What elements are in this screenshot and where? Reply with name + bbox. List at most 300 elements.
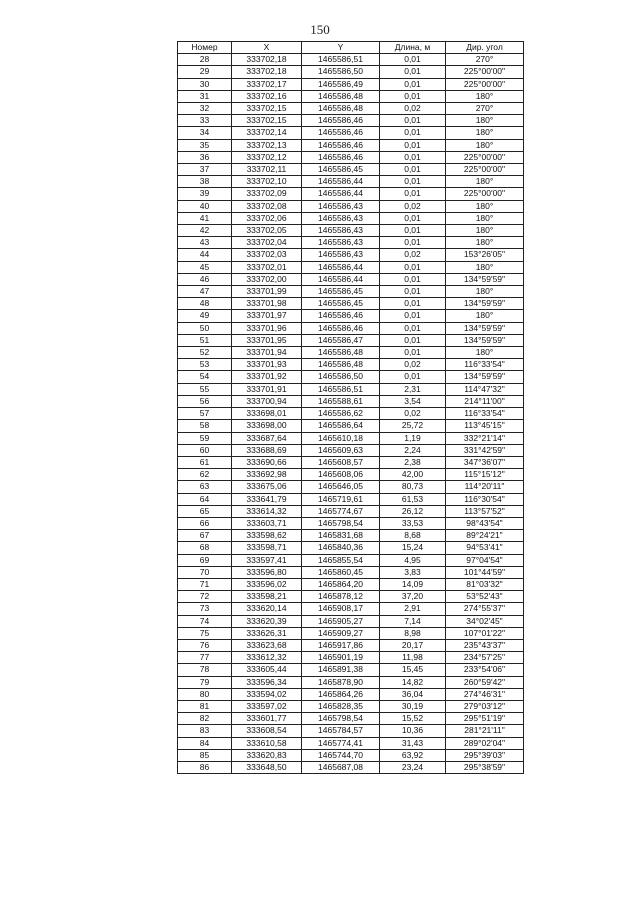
table-row <box>178 90 524 102</box>
cell-x: 333701,93 <box>232 359 302 371</box>
cell-length: 0,01 <box>380 298 446 310</box>
cell-y: 1465586,51 <box>302 54 380 66</box>
cell-length: 14,09 <box>380 578 446 590</box>
cell-length: 0,01 <box>380 176 446 188</box>
cell-direction-angle: 214°11'00" <box>446 395 524 407</box>
cell-direction-angle: 180° <box>446 261 524 273</box>
cell-number: 81 <box>178 700 232 712</box>
table-row <box>178 505 524 517</box>
cell-number: 38 <box>178 176 232 188</box>
cell-number: 77 <box>178 652 232 664</box>
cell-x: 333702,14 <box>232 127 302 139</box>
cell-number: 53 <box>178 359 232 371</box>
cell-number: 56 <box>178 395 232 407</box>
cell-direction-angle: 180° <box>446 176 524 188</box>
table-row <box>178 530 524 542</box>
cell-direction-angle: 180° <box>446 115 524 127</box>
cell-y: 1465687,08 <box>302 761 380 773</box>
table-row <box>178 371 524 383</box>
cell-number: 50 <box>178 322 232 334</box>
cell-number: 66 <box>178 517 232 529</box>
cell-y: 1465586,48 <box>302 347 380 359</box>
cell-x: 333610,58 <box>232 737 302 749</box>
cell-length: 10,36 <box>380 725 446 737</box>
cell-x: 333702,03 <box>232 249 302 261</box>
cell-y: 1465909,27 <box>302 627 380 639</box>
cell-x: 333594,02 <box>232 688 302 700</box>
cell-length: 0,01 <box>380 237 446 249</box>
cell-number: 58 <box>178 420 232 432</box>
cell-length: 15,52 <box>380 713 446 725</box>
table-header-row <box>178 42 524 54</box>
table-row <box>178 322 524 334</box>
cell-y: 1465610,18 <box>302 432 380 444</box>
cell-number: 34 <box>178 127 232 139</box>
cell-direction-angle: 180° <box>446 286 524 298</box>
table-row <box>178 517 524 529</box>
cell-x: 333620,39 <box>232 615 302 627</box>
cell-length: 30,19 <box>380 700 446 712</box>
cell-length: 23,24 <box>380 761 446 773</box>
table-body <box>178 54 524 774</box>
cell-length: 0,01 <box>380 347 446 359</box>
cell-y: 1465586,43 <box>302 249 380 261</box>
table-row <box>178 725 524 737</box>
cell-length: 0,01 <box>380 261 446 273</box>
cell-y: 1465774,67 <box>302 505 380 517</box>
cell-number: 28 <box>178 54 232 66</box>
cell-number: 57 <box>178 408 232 420</box>
cell-direction-angle: 101°44'59" <box>446 566 524 578</box>
cell-number: 79 <box>178 676 232 688</box>
cell-length: 7,14 <box>380 615 446 627</box>
cell-x: 333641,79 <box>232 493 302 505</box>
cell-x: 333702,12 <box>232 151 302 163</box>
cell-direction-angle: 134°59'59" <box>446 273 524 285</box>
cell-x: 333702,05 <box>232 225 302 237</box>
cell-length: 0,01 <box>380 90 446 102</box>
cell-x: 333702,15 <box>232 115 302 127</box>
cell-direction-angle: 180° <box>446 90 524 102</box>
cell-x: 333701,94 <box>232 347 302 359</box>
cell-x: 333614,32 <box>232 505 302 517</box>
header-x: X <box>232 42 302 54</box>
cell-length: 0,01 <box>380 78 446 90</box>
cell-direction-angle: 295°38'59" <box>446 761 524 773</box>
cell-direction-angle: 270° <box>446 54 524 66</box>
cell-number: 36 <box>178 151 232 163</box>
cell-length: 26,12 <box>380 505 446 517</box>
cell-y: 1465586,45 <box>302 164 380 176</box>
cell-y: 1465586,44 <box>302 188 380 200</box>
cell-x: 333608,54 <box>232 725 302 737</box>
table-row <box>178 188 524 200</box>
cell-x: 333598,21 <box>232 591 302 603</box>
table-row <box>178 310 524 322</box>
cell-length: 15,24 <box>380 542 446 554</box>
cell-direction-angle: 153°26'05" <box>446 249 524 261</box>
cell-number: 78 <box>178 664 232 676</box>
table-row <box>178 127 524 139</box>
cell-length: 33,53 <box>380 517 446 529</box>
cell-length: 0,01 <box>380 273 446 285</box>
cell-number: 48 <box>178 298 232 310</box>
cell-number: 65 <box>178 505 232 517</box>
cell-direction-angle: 53°52'43" <box>446 591 524 603</box>
table-row <box>178 176 524 188</box>
cell-length: 0,01 <box>380 310 446 322</box>
cell-y: 1465905,27 <box>302 615 380 627</box>
cell-x: 333601,77 <box>232 713 302 725</box>
cell-direction-angle: 180° <box>446 310 524 322</box>
cell-y: 1465864,26 <box>302 688 380 700</box>
cell-length: 0,02 <box>380 103 446 115</box>
cell-y: 1465586,46 <box>302 151 380 163</box>
cell-y: 1465586,48 <box>302 103 380 115</box>
cell-number: 82 <box>178 713 232 725</box>
cell-x: 333702,17 <box>232 78 302 90</box>
cell-x: 333692,98 <box>232 469 302 481</box>
cell-direction-angle: 180° <box>446 200 524 212</box>
cell-y: 1465586,46 <box>302 139 380 151</box>
cell-x: 333605,44 <box>232 664 302 676</box>
cell-y: 1465855,54 <box>302 554 380 566</box>
table-row <box>178 493 524 505</box>
cell-number: 43 <box>178 237 232 249</box>
cell-length: 0,01 <box>380 225 446 237</box>
table-row <box>178 298 524 310</box>
cell-x: 333620,83 <box>232 749 302 761</box>
cell-number: 49 <box>178 310 232 322</box>
cell-y: 1465586,43 <box>302 237 380 249</box>
cell-length: 0,01 <box>380 54 446 66</box>
cell-number: 51 <box>178 334 232 346</box>
table-row <box>178 481 524 493</box>
cell-y: 1465586,46 <box>302 310 380 322</box>
cell-length: 2,38 <box>380 456 446 468</box>
cell-y: 1465878,90 <box>302 676 380 688</box>
cell-x: 333702,16 <box>232 90 302 102</box>
cell-direction-angle: 233°54'06" <box>446 664 524 676</box>
cell-length: 2,31 <box>380 383 446 395</box>
cell-length: 8,68 <box>380 530 446 542</box>
cell-direction-angle: 116°30'54" <box>446 493 524 505</box>
cell-y: 1465588,61 <box>302 395 380 407</box>
cell-number: 32 <box>178 103 232 115</box>
cell-number: 68 <box>178 542 232 554</box>
cell-direction-angle: 134°59'59" <box>446 298 524 310</box>
cell-x: 333596,34 <box>232 676 302 688</box>
cell-y: 1465908,17 <box>302 603 380 615</box>
table-row <box>178 566 524 578</box>
cell-direction-angle: 225°00'00" <box>446 66 524 78</box>
cell-direction-angle: 234°57'25" <box>446 652 524 664</box>
table-row <box>178 212 524 224</box>
cell-length: 0,01 <box>380 188 446 200</box>
cell-number: 59 <box>178 432 232 444</box>
cell-x: 333702,04 <box>232 237 302 249</box>
cell-length: 20,17 <box>380 639 446 651</box>
cell-direction-angle: 225°00'00" <box>446 188 524 200</box>
cell-number: 85 <box>178 749 232 761</box>
cell-x: 333702,09 <box>232 188 302 200</box>
cell-length: 4,95 <box>380 554 446 566</box>
cell-length: 3,83 <box>380 566 446 578</box>
table-row <box>178 273 524 285</box>
cell-x: 333702,01 <box>232 261 302 273</box>
table-row <box>178 66 524 78</box>
cell-direction-angle: 89°24'21" <box>446 530 524 542</box>
cell-number: 61 <box>178 456 232 468</box>
table-row <box>178 383 524 395</box>
cell-number: 55 <box>178 383 232 395</box>
cell-y: 1465586,48 <box>302 359 380 371</box>
cell-x: 333700,94 <box>232 395 302 407</box>
cell-x: 333702,15 <box>232 103 302 115</box>
cell-length: 0,01 <box>380 286 446 298</box>
cell-x: 333702,08 <box>232 200 302 212</box>
cell-x: 333596,02 <box>232 578 302 590</box>
cell-length: 42,00 <box>380 469 446 481</box>
table-row <box>178 713 524 725</box>
table-row <box>178 420 524 432</box>
table-row <box>178 359 524 371</box>
cell-y: 1465586,46 <box>302 322 380 334</box>
cell-direction-angle: 116°33'54" <box>446 408 524 420</box>
cell-direction-angle: 116°33'54" <box>446 359 524 371</box>
cell-y: 1465744,70 <box>302 749 380 761</box>
cell-direction-angle: 180° <box>446 347 524 359</box>
cell-length: 15,45 <box>380 664 446 676</box>
cell-number: 47 <box>178 286 232 298</box>
cell-direction-angle: 114°47'32" <box>446 383 524 395</box>
cell-y: 1465586,44 <box>302 273 380 285</box>
table-row <box>178 347 524 359</box>
table-row <box>178 627 524 639</box>
cell-direction-angle: 94°53'41" <box>446 542 524 554</box>
cell-x: 333701,98 <box>232 298 302 310</box>
header-length: Длина, м <box>380 42 446 54</box>
cell-number: 54 <box>178 371 232 383</box>
cell-direction-angle: 235°43'37" <box>446 639 524 651</box>
table-row <box>178 676 524 688</box>
cell-direction-angle: 331°42'59" <box>446 444 524 456</box>
header-number: Номер <box>178 42 232 54</box>
table-row <box>178 139 524 151</box>
cell-length: 2,24 <box>380 444 446 456</box>
cell-direction-angle: 115°15'12" <box>446 469 524 481</box>
cell-direction-angle: 134°59'59" <box>446 334 524 346</box>
cell-number: 37 <box>178 164 232 176</box>
cell-number: 33 <box>178 115 232 127</box>
cell-direction-angle: 113°57'52" <box>446 505 524 517</box>
header-direction-angle: Дир. угол <box>446 42 524 54</box>
table-row <box>178 444 524 456</box>
cell-number: 72 <box>178 591 232 603</box>
table-row <box>178 469 524 481</box>
cell-number: 73 <box>178 603 232 615</box>
cell-number: 80 <box>178 688 232 700</box>
cell-number: 71 <box>178 578 232 590</box>
cell-number: 83 <box>178 725 232 737</box>
cell-direction-angle: 180° <box>446 212 524 224</box>
cell-direction-angle: 98°43'54" <box>446 517 524 529</box>
cell-length: 8,98 <box>380 627 446 639</box>
cell-y: 1465586,43 <box>302 225 380 237</box>
cell-y: 1465831,68 <box>302 530 380 542</box>
cell-y: 1465840,36 <box>302 542 380 554</box>
table-row <box>178 249 524 261</box>
cell-number: 44 <box>178 249 232 261</box>
cell-y: 1465586,50 <box>302 371 380 383</box>
table-row <box>178 554 524 566</box>
cell-number: 70 <box>178 566 232 578</box>
cell-direction-angle: 107°01'22" <box>446 627 524 639</box>
cell-length: 2,91 <box>380 603 446 615</box>
table-row <box>178 261 524 273</box>
cell-length: 25,72 <box>380 420 446 432</box>
cell-number: 31 <box>178 90 232 102</box>
cell-direction-angle: 34°02'45" <box>446 615 524 627</box>
cell-y: 1465798,54 <box>302 517 380 529</box>
cell-y: 1465646,05 <box>302 481 380 493</box>
table-row <box>178 334 524 346</box>
cell-x: 333702,18 <box>232 54 302 66</box>
cell-direction-angle: 281°21'11" <box>446 725 524 737</box>
cell-direction-angle: 274°46'31" <box>446 688 524 700</box>
cell-y: 1465586,46 <box>302 115 380 127</box>
cell-y: 1465586,62 <box>302 408 380 420</box>
table-row <box>178 578 524 590</box>
cell-x: 333702,00 <box>232 273 302 285</box>
cell-number: 35 <box>178 139 232 151</box>
cell-number: 41 <box>178 212 232 224</box>
cell-length: 0,01 <box>380 127 446 139</box>
cell-y: 1465784,57 <box>302 725 380 737</box>
cell-number: 60 <box>178 444 232 456</box>
table-row <box>178 54 524 66</box>
cell-number: 67 <box>178 530 232 542</box>
cell-number: 63 <box>178 481 232 493</box>
cell-direction-angle: 180° <box>446 139 524 151</box>
cell-direction-angle: 260°59'42" <box>446 676 524 688</box>
cell-x: 333597,41 <box>232 554 302 566</box>
cell-length: 0,01 <box>380 115 446 127</box>
cell-x: 333698,00 <box>232 420 302 432</box>
table-row <box>178 688 524 700</box>
cell-x: 333701,99 <box>232 286 302 298</box>
cell-length: 0,01 <box>380 66 446 78</box>
cell-length: 0,01 <box>380 322 446 334</box>
table-row <box>178 639 524 651</box>
cell-x: 333688,69 <box>232 444 302 456</box>
cell-x: 333702,11 <box>232 164 302 176</box>
cell-x: 333701,92 <box>232 371 302 383</box>
cell-x: 333648,50 <box>232 761 302 773</box>
table-row <box>178 615 524 627</box>
table-row <box>178 115 524 127</box>
cell-y: 1465917,86 <box>302 639 380 651</box>
cell-x: 333612,32 <box>232 652 302 664</box>
cell-y: 1465586,44 <box>302 261 380 273</box>
cell-x: 333701,91 <box>232 383 302 395</box>
cell-length: 36,04 <box>380 688 446 700</box>
cell-y: 1465586,47 <box>302 334 380 346</box>
table-row <box>178 78 524 90</box>
cell-direction-angle: 180° <box>446 237 524 249</box>
cell-y: 1465586,43 <box>302 212 380 224</box>
cell-direction-angle: 113°45'15" <box>446 420 524 432</box>
cell-y: 1465864,20 <box>302 578 380 590</box>
cell-x: 333702,10 <box>232 176 302 188</box>
cell-number: 29 <box>178 66 232 78</box>
cell-length: 0,02 <box>380 408 446 420</box>
cell-y: 1465586,46 <box>302 127 380 139</box>
table-row <box>178 408 524 420</box>
cell-length: 63,92 <box>380 749 446 761</box>
cell-y: 1465586,45 <box>302 286 380 298</box>
table-row <box>178 749 524 761</box>
cell-length: 80,73 <box>380 481 446 493</box>
cell-direction-angle: 225°00'00" <box>446 164 524 176</box>
cell-x: 333675,06 <box>232 481 302 493</box>
cell-direction-angle: 347°36'07" <box>446 456 524 468</box>
table-row <box>178 432 524 444</box>
cell-number: 40 <box>178 200 232 212</box>
cell-y: 1465608,06 <box>302 469 380 481</box>
cell-y: 1465586,51 <box>302 383 380 395</box>
cell-length: 0,02 <box>380 249 446 261</box>
table-row <box>178 700 524 712</box>
cell-x: 333687,64 <box>232 432 302 444</box>
cell-direction-angle: 180° <box>446 127 524 139</box>
cell-y: 1465828,35 <box>302 700 380 712</box>
table-row <box>178 542 524 554</box>
cell-x: 333701,95 <box>232 334 302 346</box>
cell-length: 0,01 <box>380 164 446 176</box>
table-row <box>178 151 524 163</box>
cell-number: 46 <box>178 273 232 285</box>
cell-number: 39 <box>178 188 232 200</box>
cell-direction-angle: 180° <box>446 225 524 237</box>
coordinates-table <box>177 41 524 774</box>
cell-y: 1465586,48 <box>302 90 380 102</box>
cell-number: 62 <box>178 469 232 481</box>
cell-number: 30 <box>178 78 232 90</box>
cell-y: 1465586,43 <box>302 200 380 212</box>
cell-number: 64 <box>178 493 232 505</box>
cell-length: 0,02 <box>380 200 446 212</box>
cell-direction-angle: 114°20'11" <box>446 481 524 493</box>
cell-length: 0,01 <box>380 151 446 163</box>
cell-direction-angle: 295°39'03" <box>446 749 524 761</box>
cell-length: 37,20 <box>380 591 446 603</box>
cell-number: 45 <box>178 261 232 273</box>
table-row <box>178 591 524 603</box>
cell-length: 31,43 <box>380 737 446 749</box>
cell-direction-angle: 332°21'14" <box>446 432 524 444</box>
cell-x: 333702,18 <box>232 66 302 78</box>
table-row <box>178 761 524 773</box>
cell-y: 1465878,12 <box>302 591 380 603</box>
cell-y: 1465719,61 <box>302 493 380 505</box>
cell-y: 1465586,44 <box>302 176 380 188</box>
cell-x: 333698,01 <box>232 408 302 420</box>
cell-length: 61,53 <box>380 493 446 505</box>
cell-length: 0,02 <box>380 359 446 371</box>
cell-y: 1465586,49 <box>302 78 380 90</box>
cell-x: 333596,80 <box>232 566 302 578</box>
